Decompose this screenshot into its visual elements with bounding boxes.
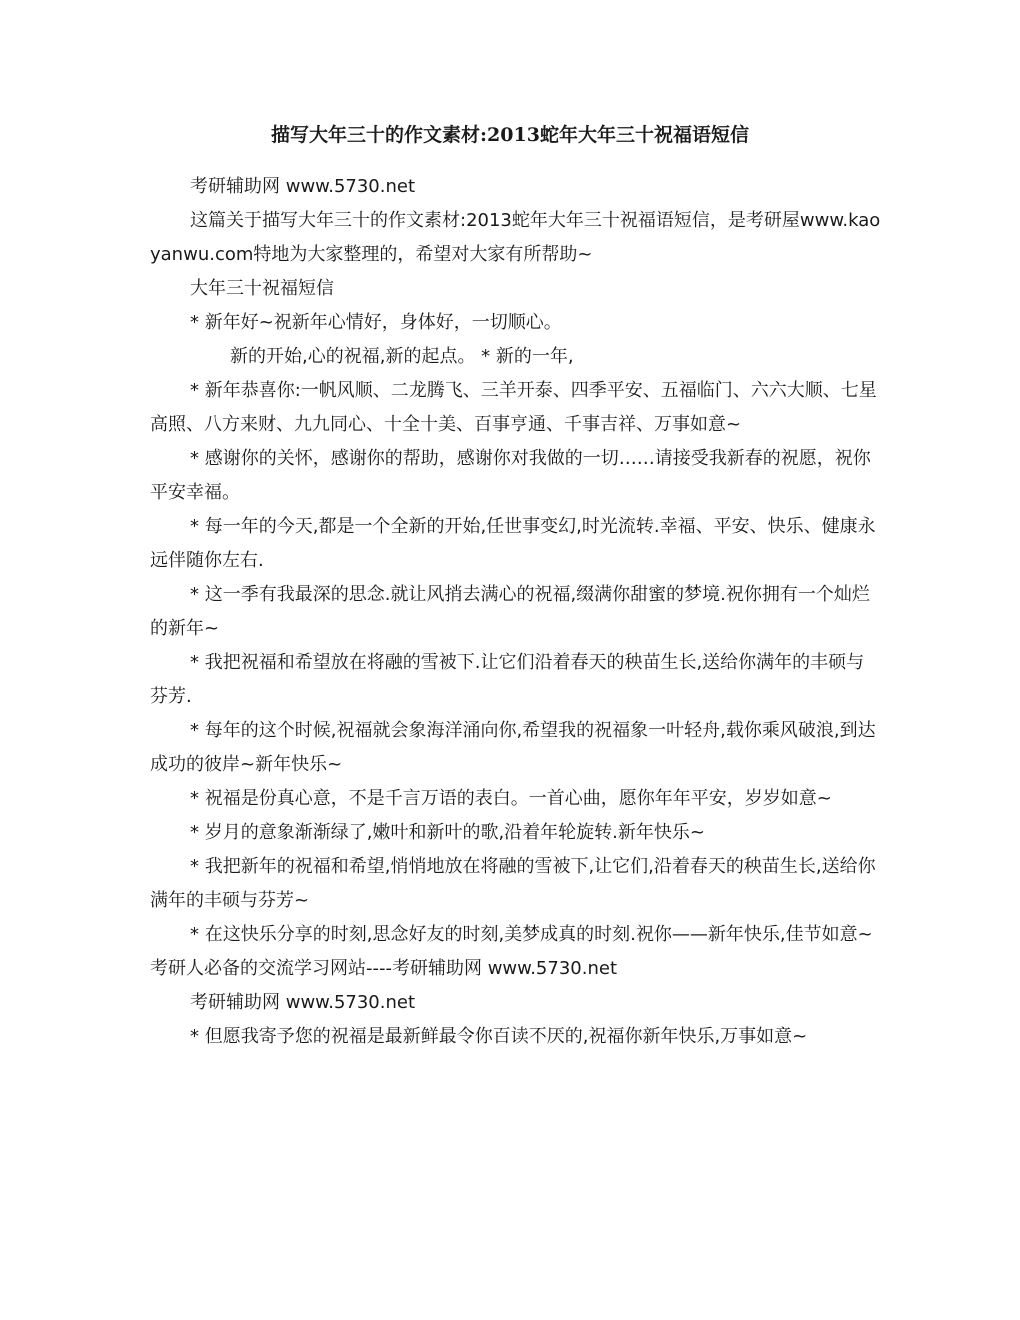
paragraph-intro: 这篇关于描写大年三十的作文素材:2013蛇年大年三十祝福语短信，是考研屋www.kaoyanwu.com特地为大家整理的，希望对大家有所帮助~ [150,210,881,265]
document-body [150,170,882,1054]
paragraph-greeting-8: * 每年的这个时候,祝福就会象海洋涌向你,希望我的祝福象一叶轻舟,载你乘风破浪,到达成功的彼岸~新年快乐~ [150,720,876,775]
paragraph-greeting-7: * 我把祝福和希望放在将融的雪被下.让它们沿着春天的秧苗生长,送给你满年的丰硕与芬芳. [150,652,865,707]
paragraph-source-line-2: 考研辅助网 www.5730.net [190,992,416,1013]
document-title: 描写大年三十的作文素材:2013蛇年大年三十祝福语短信 [271,124,749,146]
paragraph-greeting-13: * 但愿我寄予您的祝福是最新鲜最令你百读不厌的,祝福你新年快乐,万事如意~ [190,1026,808,1047]
paragraph-greeting-10: * 岁月的意象渐渐绿了,嫩叶和新叶的歌,沿着年轮旋转.新年快乐~ [190,822,705,843]
paragraph-greeting-6: * 这一季有我最深的思念.就让风捎去满心的祝福,缀满你甜蜜的梦境.祝你拥有一个灿烂的新年~ [150,584,870,639]
paragraph-greeting-3: * 新年恭喜你:一帆风顺、二龙腾飞、三羊开泰、四季平安、五福临门、六六大顺、七星高照、八方来财、九九同心、十全十美、百事亨通、千事吉祥、万事如意~ [150,380,877,435]
paragraph-greeting-12: * 在这快乐分享的时刻,思念好友的时刻,美梦成真的时刻.祝你——新年快乐,佳节如意~ 考研人必备的交流学习网站----考研辅助网 www.5730.net [150,924,873,979]
paragraph-greeting-5: * 每一年的今天,都是一个全新的开始,任世事变幻,时光流转.幸福、平安、快乐、健康永远伴随你左右. [150,516,876,571]
paragraph-source-line: 考研辅助网 www.5730.net [190,176,416,197]
paragraph-greeting-2: 新的开始,心的祝福,新的起点。 * 新的一年, [230,346,574,367]
paragraph-greeting-11: * 我把新年的祝福和希望,悄悄地放在将融的雪被下,让它们,沿着春天的秧苗生长,送给你满年的丰硕与芬芳~ [150,856,876,911]
paragraph-greeting-4: * 感谢你的关怀，感谢你的帮助，感谢你对我做的一切……请接受我新春的祝愿，祝你平安幸福。 [150,448,871,503]
paragraph-section-heading: 大年三十祝福短信 [190,278,334,299]
paragraph-greeting-9: * 祝福是份真心意，不是千言万语的表白。一首心曲，愿你年年平安，岁岁如意~ [190,788,832,809]
paragraph-greeting-1: * 新年好~祝新年心情好，身体好，一切顺心。 [190,312,562,333]
